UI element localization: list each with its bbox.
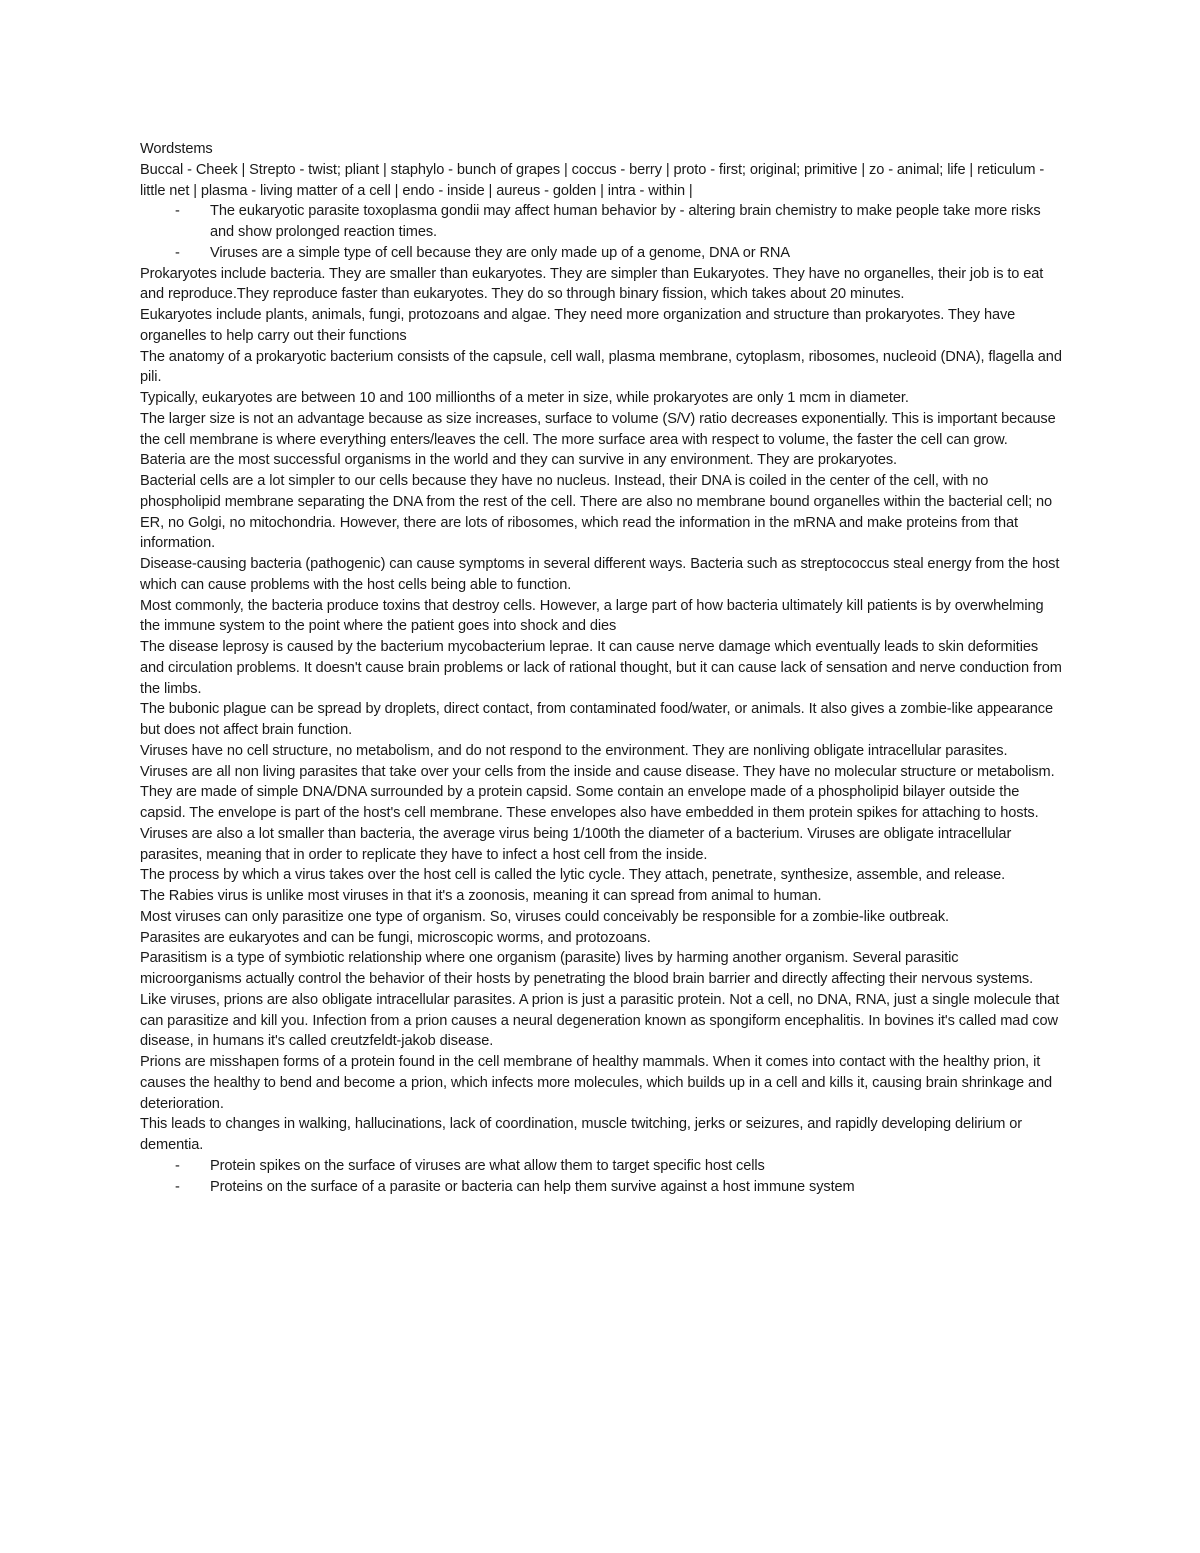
list-item <box>140 243 1062 264</box>
paragraph: The bubonic plague can be spread by droplets, direct contact, from contaminated food/water, or animals. It also gives a zombie-like appearance but does not affect brain function. <box>140 701 1054 738</box>
document-body <box>140 139 1062 1197</box>
document-title: Wordstems <box>140 141 213 157</box>
paragraph: Parasitism is a type of symbiotic relationship where one organism (parasite) lives by harming another organism. Several parasitic microorganisms actually control the behavior of their hosts by penetrating the blood brain barrier and directly affecting their nervous systems. <box>140 950 1034 987</box>
paragraph: The larger size is not an advantage because as size increases, surface to volume (S/V) ratio decreases exponentially. This is important because the cell membrane is where everything enters/leaves the cell. The more surface area with respect to volume, the faster the cell can grow. <box>140 410 1056 448</box>
bullet-text: Proteins on the surface of a parasite or bacteria can help them survive against a host immune system <box>210 1178 855 1195</box>
paragraph: Parasites are eukaryotes and can be fungi, microscopic worms, and protozoans. <box>140 929 651 946</box>
paragraph: The Rabies virus is unlike most viruses in that it's a zoonosis, meaning it can spread from animal to human. <box>140 888 822 904</box>
bullet-text: The eukaryotic parasite toxoplasma gondii may affect human behavior by - altering brain chemistry to make people take more risks and show prolonged reaction times. <box>210 203 1041 240</box>
list-item <box>140 1156 1062 1177</box>
paragraph: Eukaryotes include plants, animals, fungi, protozoans and algae. They need more organization and structure than prokaryotes. They have organelles to help carry out their functions <box>140 307 1016 344</box>
bullet-dash: - <box>175 1157 180 1174</box>
paragraph: Viruses are also a lot smaller than bacteria, the average virus being 1/100th the diameter of a bacterium. Viruses are obligate intracellular parasites, meaning that in order to replicate they have to infect a host cell from the inside. <box>140 825 1012 863</box>
list-item <box>140 201 1062 243</box>
paragraph: Disease-causing bacteria (pathogenic) can cause symptoms in several different ways. Bacteria such as streptococcus steal energy from the host which can cause problems with the host cells being able to function. <box>140 556 1060 593</box>
paragraph: Prokaryotes include bacteria. They are smaller than eukaryotes. They are simpler than Eukaryotes. They have no organelles, their job is to eat and reproduce.They reproduce faster than eukaryotes. They do so through binary fission, which takes about 20 minutes. <box>140 265 1044 303</box>
paragraph: Most commonly, the bacteria produce toxins that destroy cells. However, a large part of how bacteria ultimately kill patients is by overwhelming the immune system to the point where the patient goes into shock and dies <box>140 597 1044 635</box>
wordstems-line: Buccal - Cheek | Strepto - twist; pliant | staphylo - bunch of grapes | coccus - berry | proto - first; original; primitive | zo - animal; life | reticulum - little net | plasma - living matter of a cell | endo - inside | aureus - golden | intra - within | <box>140 161 1045 199</box>
bullet-text: Protein spikes on the surface of viruses are what allow them to target specific host cells <box>210 1157 765 1174</box>
paragraph: Typically, eukaryotes are between 10 and 100 millionths of a meter in size, while prokaryotes are only 1 mcm in diameter. <box>140 390 909 406</box>
paragraph: Viruses have no cell structure, no metabolism, and do not respond to the environment. They are nonliving obligate intracellular parasites. <box>140 742 1008 759</box>
paragraph: Viruses are all non living parasites that take over your cells from the inside and cause disease. They have no molecular structure or metabolism. They are made of simple DNA/DNA surrounded by a protein capsid. Some contain an envelope made of a phospholipid bilayer outside the capsid. The envelope is part of the host's cell membrane. These envelopes also have embedded in them protein spikes for attaching to hosts. <box>140 763 1055 821</box>
list-item <box>140 1177 1062 1198</box>
bullet-dash: - <box>175 1178 180 1195</box>
paragraph: The disease leprosy is caused by the bacterium mycobacterium leprae. It can cause nerve damage which eventually leads to skin deformities and circulation problems. It doesn't cause brain problems or lack of rational thought, but it can cause lack of sensation and nerve conduction from the limbs. <box>140 639 1062 697</box>
paragraph: Prions are misshapen forms of a protein found in the cell membrane of healthy mammals. When it comes into contact with the healthy prion, it causes the healthy to bend and become a prion, which infects more molecules, which builds up in a cell and kills it, causing brain shrinkage and deterioration. <box>140 1054 1053 1112</box>
paragraph: Most viruses can only parasitize one type of organism. So, viruses could conceivably be responsible for a zombie-like outbreak. <box>140 908 950 925</box>
bullet-dash: - <box>175 244 180 261</box>
paragraph: This leads to changes in walking, hallucinations, lack of coordination, muscle twitching, jerks or seizures, and rapidly developing delirium or dementia. <box>140 1116 1023 1153</box>
paragraph: The anatomy of a prokaryotic bacterium consists of the capsule, cell wall, plasma membrane, cytoplasm, ribosomes, nucleoid (DNA), flagella and pili. <box>140 348 1062 386</box>
paragraph: The process by which a virus takes over the host cell is called the lytic cycle. They attach, penetrate, synthesize, assemble, and release. <box>140 867 1006 884</box>
paragraph: Bateria are the most successful organisms in the world and they can survive in any environment. They are prokaryotes. <box>140 452 898 469</box>
paragraph: Bacterial cells are a lot simpler to our cells because they have no nucleus. Instead, their DNA is coiled in the center of the cell, with no phospholipid membrane separating the DNA from the rest of the cell. There are also no membrane bound organelles within the bacterial cell; no ER, no Golgi, no mitochondria. However, there are lots of ribosomes, which read the information in the mRNA and make proteins from that information. <box>140 473 1053 552</box>
bullet-dash: - <box>175 203 180 220</box>
paragraph: Like viruses, prions are also obligate intracellular parasites. A prion is just a parasitic protein. Not a cell, no DNA, RNA, just a single molecule that can parasitize and kill you. Infection from a prion causes a neural degeneration known as spongiform encephalitis. In bovines it's called mad cow disease, in humans it's called creutzfeldt-jakob disease. <box>140 991 1060 1050</box>
bullet-text: Viruses are a simple type of cell because they are only made up of a genome, DNA or RNA <box>210 244 790 261</box>
